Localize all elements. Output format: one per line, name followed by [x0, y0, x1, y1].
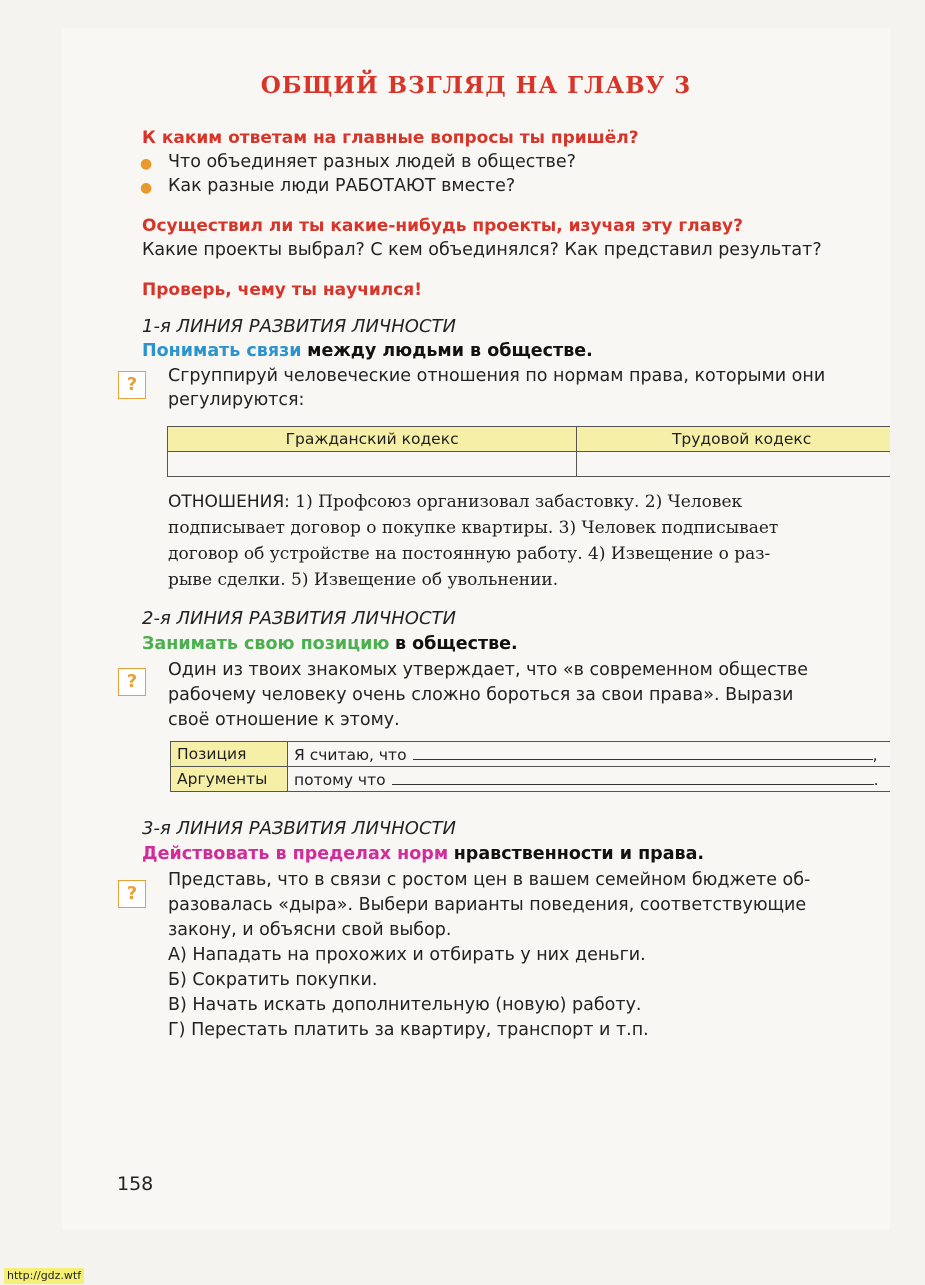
question-icon: ?: [118, 371, 146, 399]
line1-task-line: регулируются:: [168, 390, 305, 410]
relations-line: рыве сделки. 5) Извещение об увольнении.: [168, 570, 559, 590]
position-prefix: Я считаю, что: [294, 745, 407, 764]
line3-task-line: закону, и объясни свой выбор.: [168, 920, 452, 940]
arguments-label: Аргументы: [171, 767, 288, 792]
line2-task-line: Один из твоих знакомых утверждает, что «в современном обществе: [168, 660, 808, 680]
option-item: Г) Перестать платить за квартиру, транспорт и т.п.: [168, 1020, 649, 1040]
line2-task-line: рабочему человеку очень сложно бороться за свои права». Вырази: [168, 685, 794, 705]
line2-subtitle-colored: Занимать свою позицию: [142, 634, 390, 654]
relations-line: [168, 492, 742, 512]
bullet-dot: ●: [140, 156, 153, 172]
table-header-civil: Гражданский кодекс: [168, 427, 577, 452]
option-item: Б) Сократить покупки.: [168, 970, 378, 990]
bullet-item: Как разные люди РАБОТАЮТ вместе?: [168, 176, 516, 196]
arguments-prefix: потому что: [294, 770, 386, 789]
line1-subtitle-colored: Понимать связи: [142, 341, 302, 361]
option-item: В) Начать искать дополнительную (новую) работу.: [168, 995, 642, 1015]
line3-subtitle: [142, 844, 704, 864]
section3-heading: Проверь, чему ты научился!: [142, 280, 422, 300]
page-number: 158: [117, 1173, 154, 1195]
line2-subtitle-rest: в обществе.: [394, 634, 518, 654]
relations-text: 1) Профсоюз организовал забастовку. 2) Человек: [295, 492, 743, 512]
line2-title: 2-я ЛИНИЯ РАЗВИТИЯ ЛИЧНОСТИ: [142, 608, 457, 629]
line3-subtitle-rest: нравственности и права.: [453, 844, 705, 864]
position-table: [170, 741, 890, 792]
section2-text: Какие проекты выбрал? С кем объединялся? Как представил результат?: [142, 240, 822, 260]
bullet-dot: ●: [140, 180, 153, 196]
section2-heading: Осуществил ли ты какие-нибудь проекты, изучая эту главу?: [142, 216, 743, 236]
position-answer[interactable]: [288, 742, 891, 767]
source-url[interactable]: http://gdz.wtf: [4, 1268, 84, 1284]
answer-line[interactable]: [413, 745, 873, 760]
table-header-labor: Трудовой кодекс: [577, 427, 890, 452]
line2-task-line: своё отношение к этому.: [168, 710, 400, 730]
answer-line[interactable]: [392, 770, 874, 785]
row-end: .: [873, 770, 879, 789]
textbook-page: [62, 28, 890, 1230]
question-icon: ?: [118, 668, 146, 696]
option-item: А) Нападать на прохожих и отбирать у них деньги.: [168, 945, 646, 965]
table-cell-labor[interactable]: [577, 452, 890, 477]
line2-subtitle: [142, 634, 518, 654]
position-label: Позиция: [171, 742, 288, 767]
question-icon: ?: [118, 880, 146, 908]
relations-line: подписывает договор о покупке квартиры. 3) Человек подписывает: [168, 518, 779, 538]
arguments-answer[interactable]: [288, 767, 891, 792]
code-table: [167, 426, 890, 477]
relations-label: ОТНОШЕНИЯ:: [168, 492, 290, 512]
bullet-item: Что объединяет разных людей в обществе?: [168, 152, 576, 172]
relations-line: договор об устройстве на постоянную работу. 4) Извещение о раз-: [168, 544, 771, 564]
line3-task-line: разовалась «дыра». Выбери варианты поведения, соответствующие: [168, 895, 807, 915]
section1-heading: К каким ответам на главные вопросы ты пришёл?: [142, 128, 639, 148]
line3-task-line: Представь, что в связи с ростом цен в вашем семейном бюджете об-: [168, 870, 811, 890]
row-end: ,: [872, 745, 878, 764]
line1-title: 1-я ЛИНИЯ РАЗВИТИЯ ЛИЧНОСТИ: [142, 316, 457, 337]
line3-title: 3-я ЛИНИЯ РАЗВИТИЯ ЛИЧНОСТИ: [142, 818, 457, 839]
table-row: [171, 742, 891, 767]
line1-subtitle: [142, 341, 593, 361]
line1-subtitle-rest: между людьми в обществе.: [307, 341, 593, 361]
line1-task-line: Сгруппируй человеческие отношения по нормам права, которыми они: [168, 366, 826, 386]
table-cell-civil[interactable]: [168, 452, 577, 477]
table-row: [171, 767, 891, 792]
line3-subtitle-colored: Действовать в пределах норм: [142, 844, 449, 864]
page-title: ОБЩИЙ ВЗГЛЯД НА ГЛАВУ 3: [260, 72, 692, 99]
